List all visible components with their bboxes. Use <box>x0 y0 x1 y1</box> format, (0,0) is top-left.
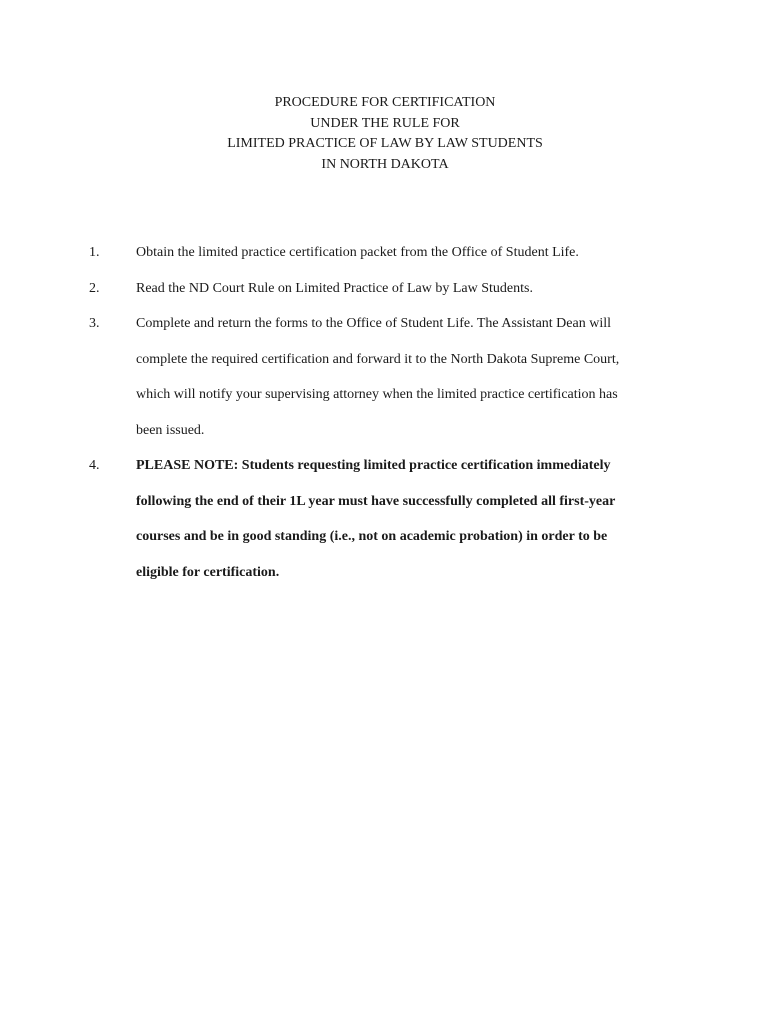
item-line: PLEASE NOTE: Students requesting limited practice certification immediately <box>136 458 611 473</box>
item-number: 2. <box>89 280 100 296</box>
title-line: IN NORTH DAKOTA <box>321 156 449 172</box>
item-text <box>136 306 679 448</box>
item-line: Complete and return the forms to the Office of Student Life. The Assistant Dean will <box>136 316 611 331</box>
item-line: complete the required certification and forward it to the North Dakota Supreme Court, <box>136 351 620 367</box>
item-number: 1. <box>89 245 100 260</box>
item-number: 4. <box>89 458 100 473</box>
item-line: Obtain the limited practice certification packet from the Office of Student Life. <box>136 245 579 260</box>
list-item <box>89 235 679 271</box>
title-line: UNDER THE RULE FOR <box>310 115 460 131</box>
title-line: LIMITED PRACTICE OF LAW BY LAW STUDENTS <box>227 136 543 151</box>
item-text <box>136 271 679 307</box>
item-text-bold <box>136 448 679 590</box>
list-item <box>89 271 679 307</box>
item-line: courses and be in good standing (i.e., not on academic probation) in order to be <box>136 529 608 544</box>
item-line: been issued. <box>136 422 205 438</box>
item-line: which will notify your supervising attorney when the limited practice certification has <box>136 387 618 402</box>
item-number: 3. <box>89 316 100 331</box>
document-title <box>0 93 770 175</box>
item-line: Read the ND Court Rule on Limited Practice of Law by Law Students. <box>136 280 533 296</box>
item-line: eligible for certification. <box>136 564 280 580</box>
procedure-list <box>89 235 679 590</box>
title-line: PROCEDURE FOR CERTIFICATION <box>274 95 496 110</box>
item-text <box>136 235 679 271</box>
list-item <box>89 448 679 590</box>
list-item <box>89 306 679 448</box>
item-line: following the end of their 1L year must have successfully completed all first-year <box>136 493 616 509</box>
